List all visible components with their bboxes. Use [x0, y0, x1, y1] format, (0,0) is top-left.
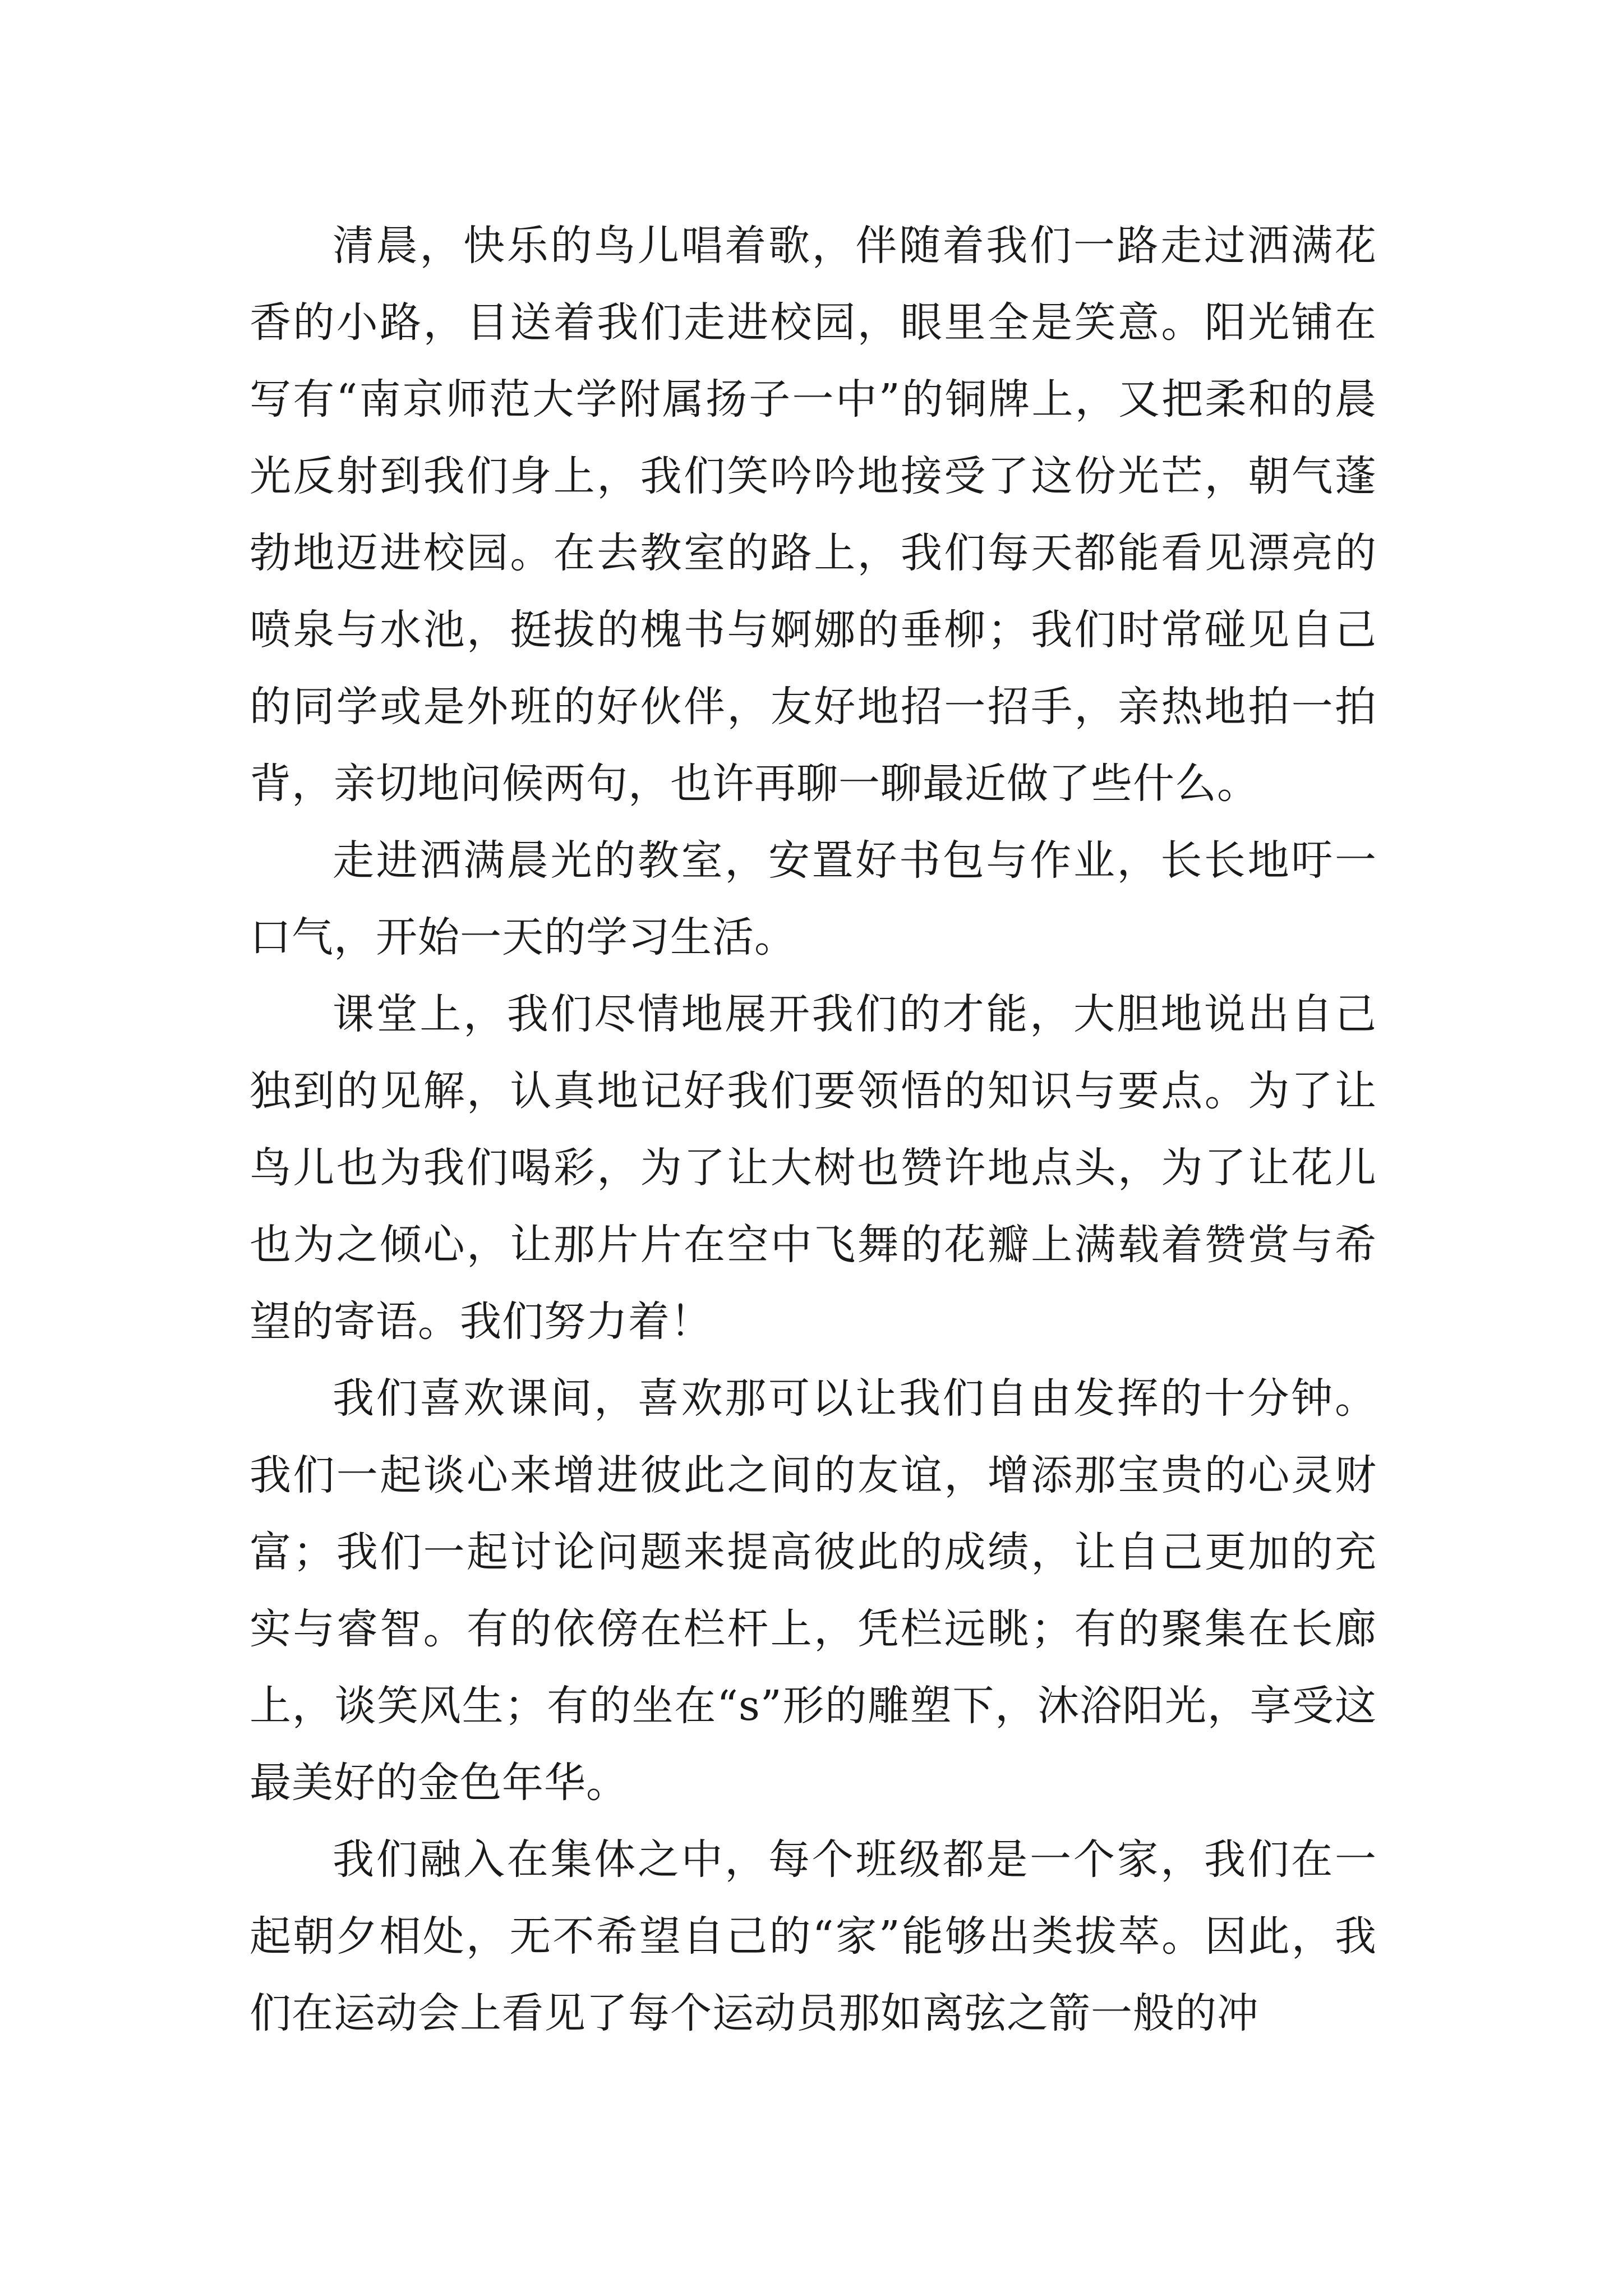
paragraph-1: 清晨，快乐的鸟儿唱着歌，伴随着我们一路走过洒满花香的小路，目送着我们走进校园，眼里全是笑意。阳光铺在写有“南京师范大学附属扬子一中”的铜牌上，又把柔和的晨光反射到我们身上，我们笑吟吟地接受了这份光芒，朝气蓬勃地迈进校园。在去教室的路上，我们每天都能看见漂亮的喷泉与水池，挺拔的槐书与婀娜的垂柳；我们时常碰见自己的同学或是外班的好伙伴，友好地招一招手，亲热地拍一拍背，亲切地问候两句，也许再聊一聊最近做了些什么。 — [250, 222, 1377, 808]
paragraph-4: 我们喜欢课间，喜欢那可以让我们自由发挥的十分钟。我们一起谈心来增进彼此之间的友谊，增添那宝贵的心灵财富；我们一起讨论问题来提高彼此的成绩，让自己更加的充实与睿智。有的依傍在栏杆上，凭栏远眺；有的聚集在长廊上，谈笑风生；有的坐在“s”形的雕塑下，沐浴阳光，享受这最美好的金色年华。 — [250, 1374, 1377, 1807]
paragraph-2: 走进洒满晨光的教室，安置好书包与作业，长长地吁一口气，开始一天的学习生活。 — [250, 836, 1377, 961]
paragraph-5: 我们融入在集体之中，每个班级都是一个家，我们在一起朝夕相处，无不希望自己的“家”能够出类拔萃。因此，我们在运动会上看见了每个运动员那如离弦之箭一般的冲 — [250, 1835, 1377, 2037]
document-body — [250, 208, 1377, 2052]
paragraph-3: 课堂上，我们尽情地展开我们的才能，大胆地说出自己独到的见解，认真地记好我们要领悟的知识与要点。为了让鸟儿也为我们喝彩，为了让大树也赞许地点头，为了让花儿也为之倾心，让那片片在空中飞舞的花瓣上满载着赞赏与希望的寄语。我们努力着！ — [250, 990, 1377, 1346]
